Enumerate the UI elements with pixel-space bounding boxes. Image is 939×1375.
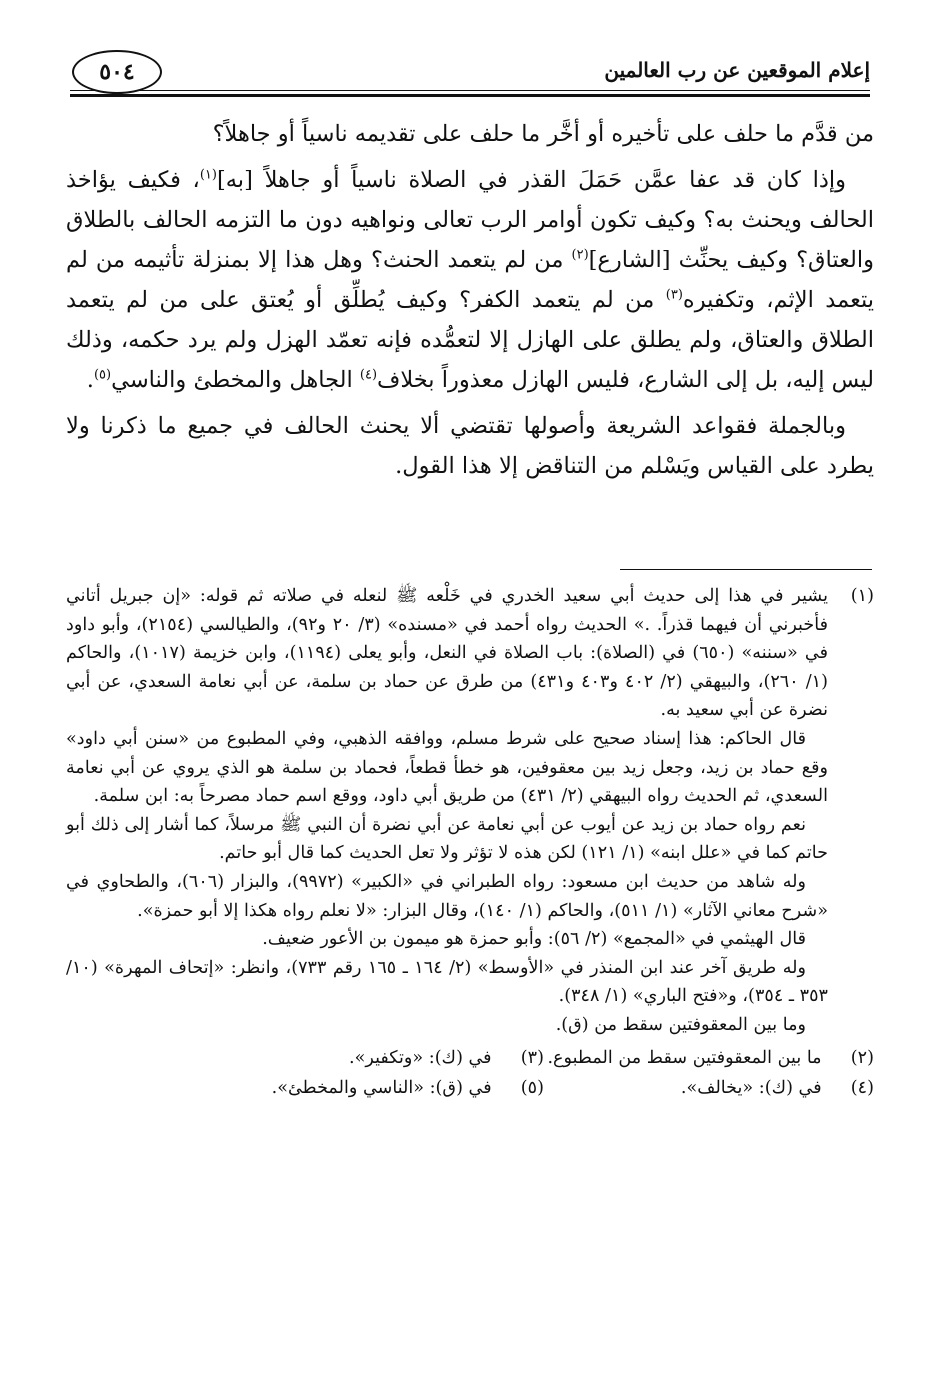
footnote-row: [66, 1044, 874, 1074]
paragraph-text: من لم يتعمد الحنث؟ وهل هذا إلا بمنزلة تأثيمه من لم يتعمد الإثم، وتكفيره: [66, 247, 874, 313]
footnote-text: قال الهيثمي في «المجمع» (٢/ ٥٦): وأبو حمزة هو ميمون بن الأعور ضعيف.: [262, 929, 806, 950]
footnote: [681, 1074, 874, 1103]
paragraph: [66, 160, 874, 400]
paragraph-text: من قدَّم ما حلف على تأخيره أو أخَّر ما حلف على تقديمه ناسياً أو جاهلاً؟: [212, 121, 874, 147]
footnote-text: نعم رواه حماد بن زيد عن أيوب عن أبي نعامة عن أبي نضرة أن النبي ﷺ مرسلاً، كما أشار إلى ذلك أبو حاتم كما في «علل ابنه» (١/ ١٢١) لكن هذه لا تؤثر ولا تعل الحديث كما قال أبو حاتم.: [66, 814, 828, 864]
footnote: [66, 582, 874, 1040]
paragraph: [66, 406, 874, 486]
footnote-number: (٥): [520, 1077, 544, 1098]
paragraph-text: .: [86, 367, 94, 393]
paragraph-text: وإذا كان قد عفا عمَّن حَمَلَ القذر في الصلاة ناسياً أو جاهلاً [به]: [216, 167, 846, 193]
running-title: إعلام الموقعين عن رب العالمين: [604, 58, 870, 82]
footnote-text: وله شاهد من حديث ابن مسعود: رواه الطبراني في «الكبير» (٩٩٧٢)، والبزار (٦٠٦)، والطحاوي في «شرح معاني الآثار» (١/ ٥١١)، والحاكم (١/ ١٤٠)، وقال البزار: «لا نعلم رواه هكذا إلا أبو حمزة».: [66, 871, 828, 921]
footnote: [272, 1074, 544, 1103]
footnote-separator: [620, 569, 872, 570]
paragraph-text: من لم يتعمد الكفر؟ وكيف يُطلِّق أو يُعتق على من لم يتعمد الطلاق والعتاق، ولم يطلق على الهازل إلا لتعمُّده فإنه تعمّد الهزل ولم يرد حكمه، وذلك ليس إليه، بل إلى الشارع، فليس الهازل معذوراً بخلاف: [66, 287, 874, 393]
footnote-text: وما بين المعقوفتين سقط من (ق).: [555, 1014, 806, 1035]
footnote-number: (١): [850, 586, 874, 606]
footnote-ref[interactable]: (٥): [93, 367, 112, 383]
footnote-ref[interactable]: (٣): [665, 287, 683, 303]
footnotes: [66, 582, 874, 1104]
main-text: [66, 114, 874, 492]
paragraph-text: الجاهل والمخطئ والناسي: [111, 367, 360, 393]
paragraph-text: وبالجملة فقواعد الشريعة وأصولها تقتضي ألا يحنث الحالف في جميع ما ذكرنا ولا يطرد على القياس ويَسْلم من التناقض إلا هذا القول.: [66, 413, 874, 479]
footnote-ref[interactable]: (١): [199, 167, 217, 183]
footnote-text: ما بين المعقوفتين سقط من المطبوع.: [547, 1047, 822, 1068]
footnote-number: (٣): [520, 1047, 544, 1068]
footnote-row: [66, 1074, 874, 1104]
header-rule-thick: [70, 94, 870, 97]
footnote-text: وله طريق آخر عند ابن المنذر في «الأوسط» (٢/ ١٦٤ ـ ١٦٥ رقم ٧٣٣)، وانظر: «إتحاف المهرة» (١٠/ ٣٥٣ ـ ٣٥٤)، و«فتح الباري» (١/ ٣٤٨).: [66, 957, 828, 1007]
paragraph: [66, 114, 874, 154]
footnote: [547, 1044, 874, 1073]
footnote-text: في (ك): «يخالف».: [680, 1077, 822, 1098]
footnote: [349, 1044, 544, 1073]
footnote-number: (٢): [850, 1047, 874, 1068]
header-rule: [70, 90, 870, 91]
footnote-ref[interactable]: (٤): [359, 367, 378, 383]
footnote-text: يشير في هذا إلى حديث أبي سعيد الخدري في خَلْعه ﷺ لنعله في صلاته ثم قوله: «إن جبريل أتاني فأخبرني أن فيهما قذراً. .» الحديث رواه أحمد في «مسنده» (٣/ ٢٠ و٩٢)، والطيالسي (٢١٥٤)، وأبو داود في «سننه» (٦٥٠) في (الصلاة): باب الصلاة في النعل، وأبو يعلى (١١٩٤)، وابن خزيمة (١٠١٧)، والحاكم (١/ ٢٦٠)، والبيهقي (٢/ ٤٠٢ و٤٠٣ و٤٣١) من طرق عن حماد بن سلمة، عن أبي نعامة السعدي، عن أبي نضرة عن أبي سعيد به.: [66, 586, 828, 721]
footnote-number: (٤): [850, 1077, 874, 1098]
page-header: [70, 38, 870, 98]
footnote-text: قال الحاكم: هذا إسناد صحيح على شرط مسلم، ووافقه الذهبي، وفي المطبوع من «سنن أبي داود» وقع حماد بن زيد، وجعل زيد بين معقوفين، هو خطأ قطعاً، فحماد بن سلمة هو الذي يروي عن أبي نعامة السعدي، ثم الحديث رواه البيهقي (٢/ ٤٣١) من طريق أبي داود، ووقع اسم حماد مصرحاً به: ابن سلمة.: [66, 728, 828, 807]
paragraph-text: ، فكيف يؤاخذ الحالف ويحنث به؟ وكيف تكون أوامر الرب تعالى ونواهيه دون ما التزمه الحالف بالطلاق والعتاق؟ وكيف يحنِّث [الشارع]: [66, 167, 874, 273]
footnote-text: في (ق): «الناسي والمخطئ».: [271, 1077, 492, 1098]
footnote-ref[interactable]: (٢): [571, 247, 589, 263]
page-number: ٥٠٤: [72, 50, 162, 94]
footnote-text: في (ك): «وتكفير».: [349, 1047, 492, 1068]
